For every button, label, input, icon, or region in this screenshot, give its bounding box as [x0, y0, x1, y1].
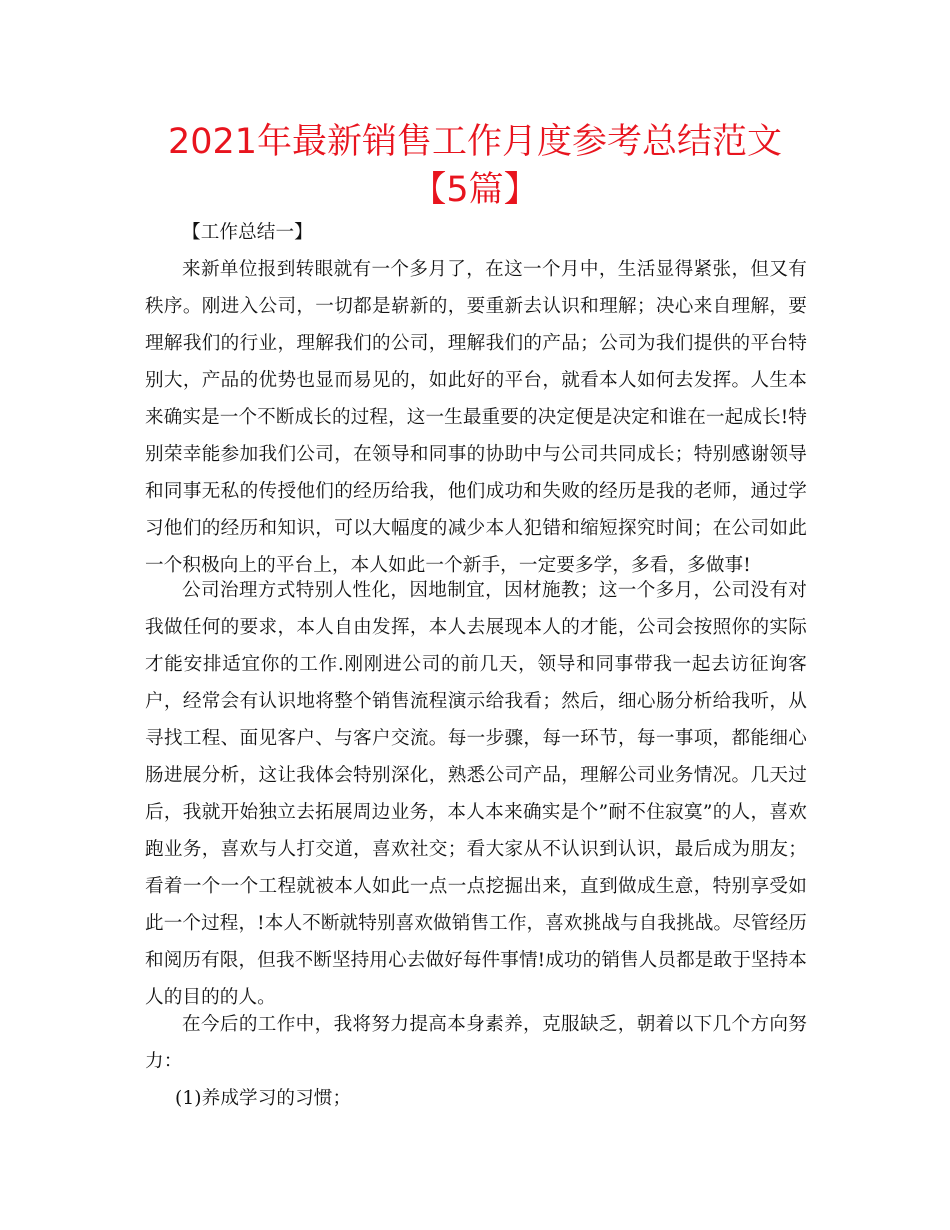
paragraph-2: 公司治理方式特别人性化，因地制宜，因材施教；这一个多月，公司没有对我做任何的要求，本人自由发挥，本人去展现本人的才能，公司会按照你的实际才能安排适宜你的工作.刚刚进公司的前几天，领导和同事带我一起去访征询客户，经常会有认识地将整个销售流程演示给我看；然后，细心肠分析给我听，从寻找工程、面见客户、与客户交流。每一步骤，每一环节，每一事项，都能细心肠进展分析，这让我体会特别深化，熟悉公司产品，理解公司业务情况。几天过后，我就开始独立去拓展周边业务，本人本来确实是个”耐不住寂寞”的人，喜欢跑业务，喜欢与人打交道，喜欢社交；看大家从不认识到认识，最后成为朋友；看着一个一个工程就被本人如此一点一点挖掘出来，直到做成生意，特别享受如此一个过程，!本人不断就特别喜欢做销售工作，喜欢挑战与自我挑战。尽管经历和阅历有限，但我不断坚持用心去做好每件事情!成功的销售人员都是敢于坚持本人的目的的人。	[145, 580, 807, 1008]
document-title: 2021年最新销售工作月度参考总结范文【5篇】	[167, 122, 783, 210]
list-item: (1)养成学习的习惯；	[175, 1088, 352, 1109]
section-heading: 【工作总结一】	[182, 222, 313, 243]
paragraph-3: 在今后的工作中，我将努力提高本身素养，克服缺乏，朝着以下几个方向努力：	[145, 1014, 807, 1072]
paragraph-1: 来新单位报到转眼就有一个多月了，在这一个月中，生活显得紧张，但又有秩序。刚进入公司，一切都是崭新的，要重新去认识和理解；决心来自理解，要理解我们的行业，理解我们的公司，理解我们的产品；公司为我们提供的平台特别大，产品的优势也显而易见的，如此好的平台，就看本人如何去发挥。人生本来确实是一个不断成长的过程，这一生最重要的决定便是决定和谁在一起成长!特别荣幸能参加我们公司，在领导和同事的协助中与公司共同成长；特别感谢领导和同事无私的传授他们的经历给我，他们成功和失败的经历是我的老师，通过学习他们的经历和知识，可以大幅度的减少本人犯错和缩短探究时间；在公司如此一个积极向上的平台上，本人如此一个新手，一定要多学，多看，多做事!	[145, 259, 807, 576]
